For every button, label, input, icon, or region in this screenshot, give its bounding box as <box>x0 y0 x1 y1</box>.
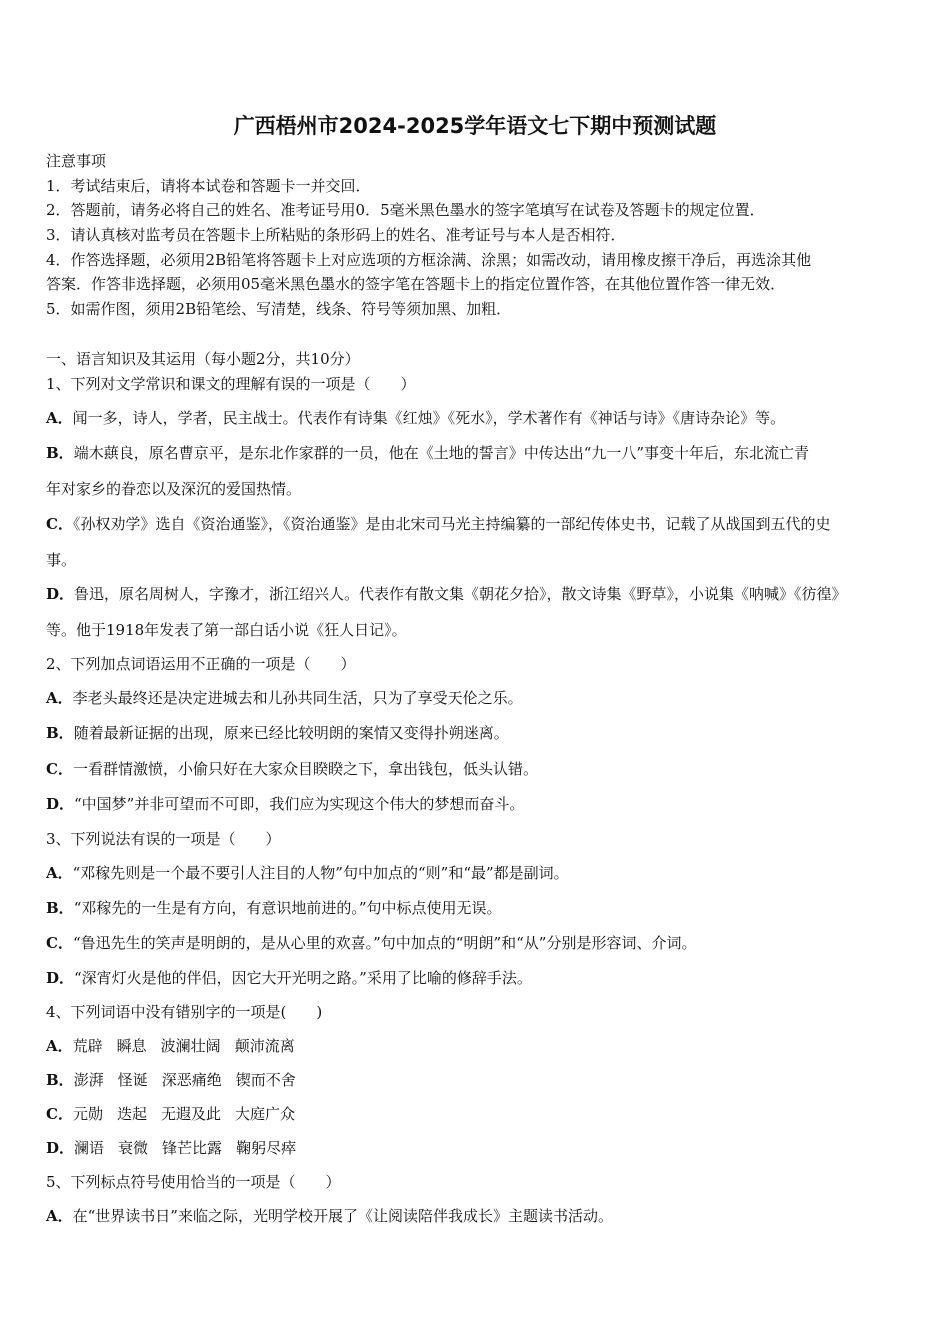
word: 瞬息 <box>116 1037 147 1055</box>
option-text: 一看群情激愤，小偷只好在大家众目睽睽之下，拿出钱包，低头认错。 <box>72 760 538 778</box>
option-label: D． <box>46 969 75 987</box>
word: 波澜壮阔 <box>160 1037 221 1055</box>
option-text: 随着最新证据的出现，原来已经比较明朗的案情又变得扑朔迷离。 <box>73 724 509 742</box>
word: 大庭广众 <box>235 1105 296 1123</box>
notice-heading: 注意事项 <box>46 152 107 170</box>
word: 衰微 <box>118 1139 149 1157</box>
word: 无遐及此 <box>160 1105 221 1123</box>
option-text: 在“世界读书日”来临之际，光明学校开展了《让阅读陪伴我成长》主题读书活动。 <box>72 1207 613 1225</box>
notice-item: 5．如需作图，须用2B铅笔绘、写清楚，线条、符号等须加黑、加粗． <box>46 300 512 318</box>
question-stem-4: 4、下列词语中没有错别字的一项是( ) <box>46 1003 323 1021</box>
option-label: C． <box>46 515 73 533</box>
notice-item: 答案．作答非选择题，必须用05毫米黑色墨水的签字笔在答题卡上的指定位置作答，在其他位置作答一律无效． <box>46 275 786 293</box>
option-label: B． <box>46 444 74 462</box>
question-stem-2: 2、下列加点词语运用不正确的一项是（ ） <box>46 655 356 673</box>
word: 迭起 <box>116 1105 147 1123</box>
notice-item: 4．作答选择题，必须用2B铅笔将答题卡上对应选项的方框涂满、涂黑；如需改动，请用橡皮擦干净后，再选涂其他 <box>46 251 812 269</box>
word: 元勋 <box>72 1105 103 1123</box>
q2-option-c <box>46 759 916 779</box>
q4-option-a <box>46 1036 916 1056</box>
word: 锋芒比露 <box>162 1139 223 1157</box>
word: 鞠躬尽瘁 <box>236 1139 297 1157</box>
q1-option-b <box>46 443 916 463</box>
option-label: A． <box>46 409 73 427</box>
option-label: C． <box>46 760 73 778</box>
notice-item: 2．答题前，请务必将自己的姓名、准考证号用0．5毫米黑色墨水的签字笔填写在试卷及答题卡的规定位置． <box>46 201 765 219</box>
q1-option-c-cont: 事。 <box>46 551 77 569</box>
option-label: C． <box>46 934 73 952</box>
q4-option-c <box>46 1104 916 1124</box>
q3-option-c <box>46 933 916 953</box>
notice-item: 1．考试结束后，请将本试卷和答题卡一并交回． <box>46 177 371 195</box>
option-label: A． <box>46 689 73 707</box>
option-label: B． <box>46 724 74 742</box>
word: 颠沛流离 <box>234 1037 295 1055</box>
option-text: 李老头最终还是决定进城去和儿孙共同生活，只为了享受天伦之乐。 <box>72 689 523 707</box>
option-label: A． <box>46 864 73 882</box>
q1-option-d <box>46 584 916 604</box>
option-text: “中国梦”并非可望而不可即，我们应为实现这个伟大的梦想而奋斗。 <box>74 795 525 813</box>
q5-option-a <box>46 1206 916 1226</box>
q1-option-c <box>46 514 916 534</box>
q1-option-b-cont: 年对家乡的眷恋以及深沉的爱国热情。 <box>46 480 302 498</box>
word: 澜语 <box>74 1139 105 1157</box>
option-label: A． <box>46 1207 73 1225</box>
section-heading: 一、语言知识及其运用（每小题2分，共10分） <box>46 350 360 368</box>
q2-option-b <box>46 723 916 743</box>
q2-option-a <box>46 688 916 708</box>
option-label: C． <box>46 1105 73 1123</box>
word: 怪诞 <box>117 1071 148 1089</box>
option-text: “邓稼先则是一个最不要引人注目的人物”句中加点的“则”和“最”都是副词。 <box>72 864 569 882</box>
q3-option-d <box>46 968 916 988</box>
q3-option-a <box>46 863 916 883</box>
q4-option-b <box>46 1070 916 1090</box>
word: 荒辟 <box>72 1037 103 1055</box>
page-title: 广西梧州市2024-2025学年语文七下期中预测试题 <box>233 114 717 138</box>
option-text: “邓稼先的一生是有方向，有意识地前进的。”句中标点使用无误。 <box>73 899 502 917</box>
option-label: D． <box>46 1139 75 1157</box>
q1-option-d-cont: 等。他于1918年发表了第一部白话小说《狂人日记》。 <box>46 621 407 639</box>
word: 深恶痛绝 <box>161 1071 222 1089</box>
option-label: D． <box>46 795 75 813</box>
option-label: D． <box>46 585 75 603</box>
option-label: B． <box>46 1071 74 1089</box>
q3-option-b <box>46 898 916 918</box>
notice-item: 3．请认真核对监考员在答题卡上所粘贴的条形码上的姓名、准考证号与本人是否相符． <box>46 226 626 244</box>
question-stem-5: 5、下列标点符号使用恰当的一项是（ ） <box>46 1173 341 1191</box>
question-stem-3: 3、下列说法有误的一项是（ ） <box>46 830 281 848</box>
option-text: 端木蕻良，原名曹京平，是东北作家群的一员，他在《土地的誓言》中传达出“九一八”事变十年后，东北流亡青 <box>73 444 810 462</box>
q4-option-d <box>46 1138 916 1158</box>
question-stem-1: 1、下列对文学常识和课文的理解有误的一项是（ ） <box>46 375 416 393</box>
option-text: “鲁迅先生的笑声是明朗的，是从心里的欢喜。”句中加点的“明朗”和“从”分别是形容词、介词。 <box>72 934 697 952</box>
option-text: 鲁迅，原名周树人，字豫才，浙江绍兴人。代表作有散文集《朝花夕拾》，散文诗集《野草》，小说集《呐喊》《彷徨》 <box>74 585 847 603</box>
option-text: 闻一多，诗人，学者，民主战士。代表作有诗集《红烛》《死水》，学术著作有《神话与诗》《唐诗杂论》等。 <box>72 409 786 427</box>
option-label: B． <box>46 899 74 917</box>
word: 锲而不舍 <box>235 1071 296 1089</box>
option-text: “深宵灯火是他的伴侣，因它大开光明之路。”采用了比喻的修辞手法。 <box>74 969 532 987</box>
q2-option-d <box>46 794 916 814</box>
q1-option-a <box>46 408 916 428</box>
word: 澎湃 <box>73 1071 104 1089</box>
option-label: A． <box>46 1037 73 1055</box>
option-text: 《孙权劝学》选自《资治通鉴》，《资治通鉴》是由北宋司马光主持编纂的一部纪传体史书，记载了从战国到五代的史 <box>72 515 831 533</box>
